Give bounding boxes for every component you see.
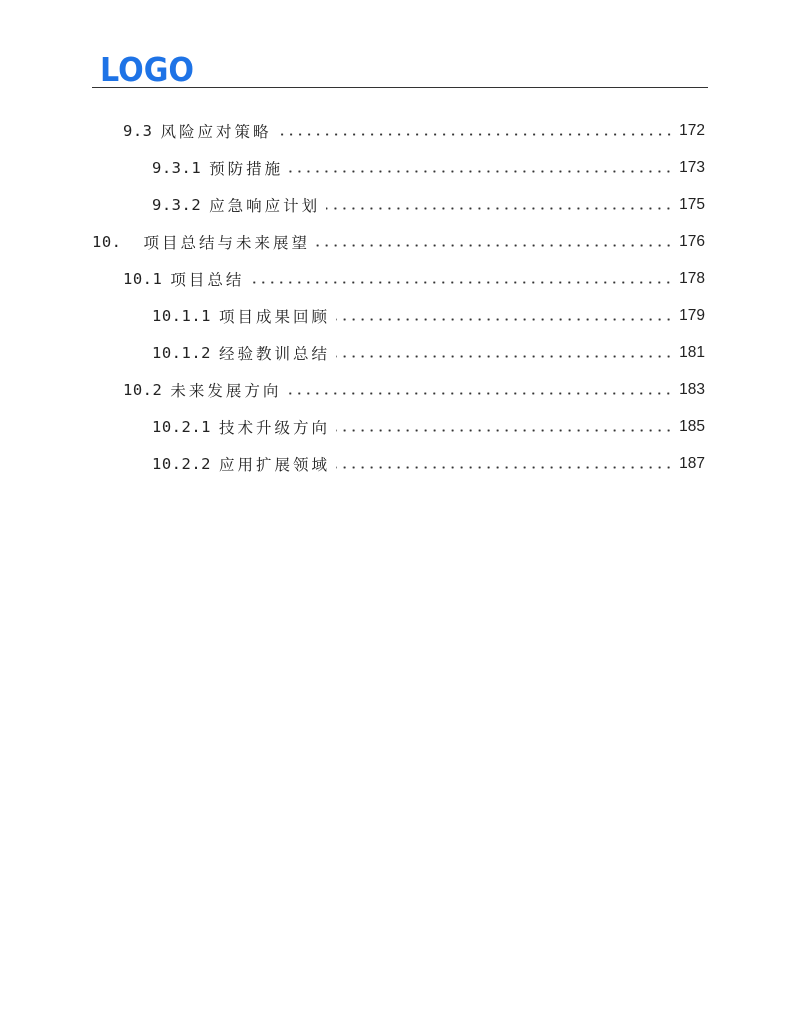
- toc-entry-page: 181: [679, 343, 705, 361]
- toc-entry[interactable]: [152, 297, 705, 334]
- logo-text: LOGO: [100, 53, 194, 85]
- toc-entry-number: 9.3.1: [152, 158, 202, 177]
- toc-entry-number: 10.2.1: [152, 417, 211, 436]
- toc-entry-title: 风险应对策略: [160, 122, 272, 141]
- toc-entry-page: 175: [679, 195, 705, 213]
- toc-dot-leader: [336, 429, 673, 432]
- toc-entry-number: 10.1.1: [152, 306, 211, 325]
- toc-entry-number: 10.2.2: [152, 454, 211, 473]
- toc-dot-leader: [289, 170, 673, 173]
- toc-dot-leader: [278, 133, 674, 136]
- toc-entry-page: 179: [679, 306, 705, 324]
- toc-entry-title: 预防措施: [209, 159, 284, 178]
- toc-entry-title: 项目成果回顾: [219, 307, 331, 326]
- toc-entry-number: 10.1.2: [152, 343, 211, 362]
- toc-entry[interactable]: [123, 371, 705, 408]
- toc-entry[interactable]: [123, 112, 705, 149]
- toc-entry[interactable]: [152, 186, 705, 223]
- toc-entry-page: 172: [679, 121, 705, 139]
- toc-entry-title: 项目总结: [170, 270, 245, 289]
- toc-dot-leader: [336, 466, 673, 469]
- toc-dot-leader: [336, 355, 673, 358]
- toc-entry-title: 应急响应计划: [209, 196, 321, 215]
- toc-entry-number: 9.3.2: [152, 195, 202, 214]
- toc-entry-number: 9.3: [123, 121, 153, 140]
- toc-entry[interactable]: [152, 408, 705, 445]
- toc-entry-page: 173: [679, 158, 705, 176]
- toc-entry-title: 未来发展方向: [170, 381, 282, 400]
- toc-entry-number: 10.: [92, 232, 122, 251]
- toc-entry[interactable]: [152, 334, 705, 371]
- toc-entry-page: 178: [679, 269, 705, 287]
- toc-dot-leader: [316, 244, 673, 247]
- toc-dot-leader: [250, 281, 673, 284]
- header-divider: [92, 87, 708, 88]
- toc-entry-number: 10.1: [123, 269, 163, 288]
- toc-entry[interactable]: [123, 260, 705, 297]
- toc-dot-leader: [326, 207, 673, 210]
- toc-entry-page: 187: [679, 454, 705, 472]
- toc-entry-title: 应用扩展领域: [219, 455, 331, 474]
- toc-entry-page: 185: [679, 417, 705, 435]
- toc-dot-leader: [336, 318, 673, 321]
- toc-entry-number: 10.2: [123, 380, 163, 399]
- toc-entry[interactable]: [92, 223, 705, 260]
- toc-entry[interactable]: [152, 445, 705, 482]
- toc-entry-title: 技术升级方向: [219, 418, 331, 437]
- toc-entry-title: 项目总结与未来展望: [143, 233, 311, 252]
- toc-entry[interactable]: [152, 149, 705, 186]
- toc-entry-page: 183: [679, 380, 705, 398]
- logo: [100, 53, 196, 85]
- toc-entry-page: 176: [679, 232, 705, 250]
- toc-dot-leader: [287, 392, 673, 395]
- toc-entry-title: 经验教训总结: [219, 344, 331, 363]
